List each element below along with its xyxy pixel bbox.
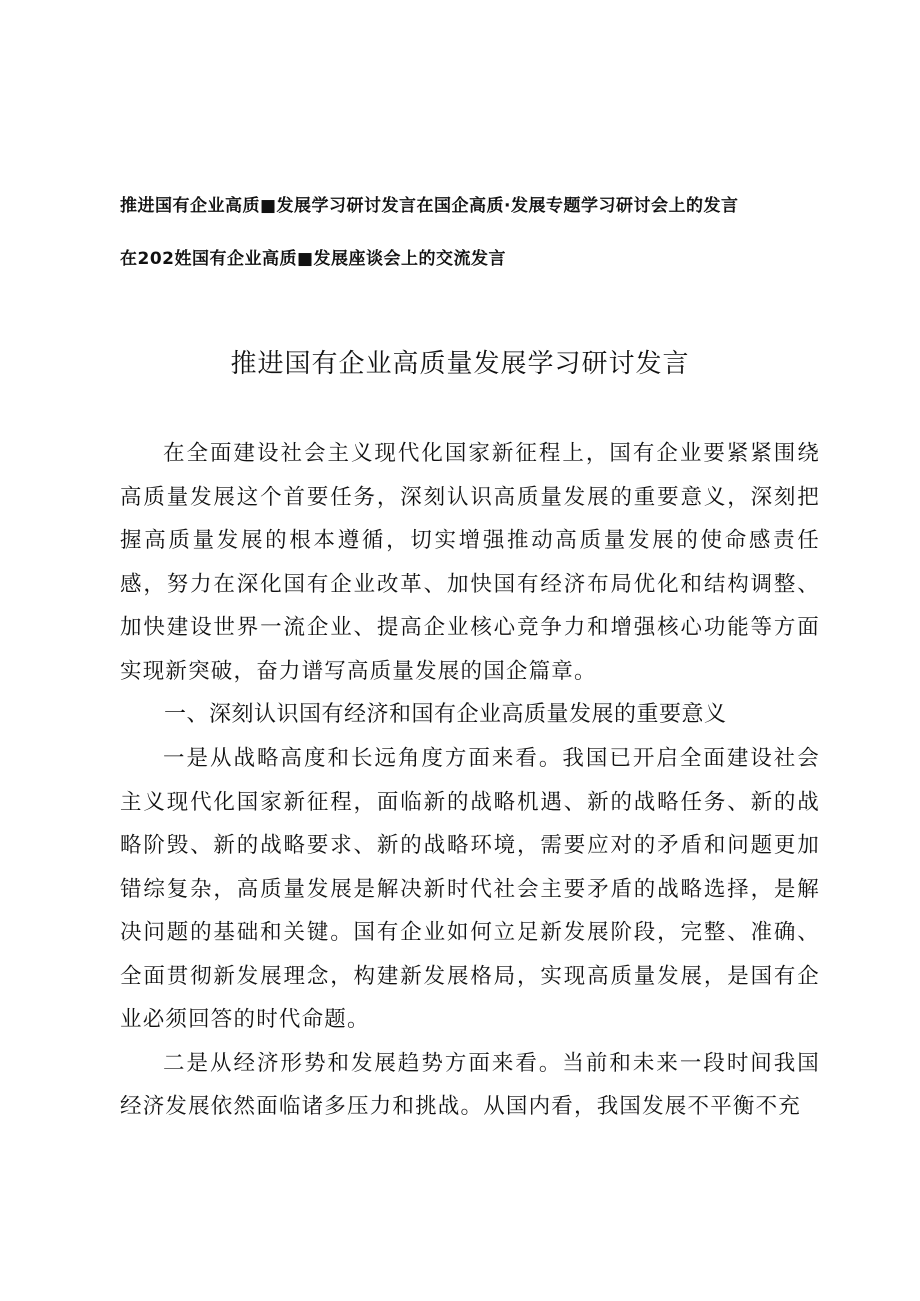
document-body xyxy=(120,432,820,1129)
document-title: 推进国有企业高质量发展学习研讨发言 xyxy=(230,349,690,379)
section-heading-1: 一、深刻认识国有经济和国有企业高质量发展的重要意义 xyxy=(164,702,727,727)
body-paragraph-2: 二是从经济形势和发展趋势方面来看。当前和未来一段时间我国经济发展依然面临诸多压力和挑战。从国内看，我国发展不平衡不充 xyxy=(120,1050,820,1119)
intro-paragraph: 在全面建设社会主义现代化国家新征程上，国有企业要紧紧围绕高质量发展这个首要任务，深刻认识高质量发展的重要意义，深刻把握高质量发展的根本遵循，切实增强推动高质量发展的使命感责任感，努力在深化国有企业改革、加快国有经济布局优化和结构调整、加快建设世界一流企业、提高企业核心竞争力和增强核心功能等方面实现新突破，奋力谱写高质量发展的国企篇章。 xyxy=(120,441,820,684)
toc-entry-2: 在202姓国有企业高质■发展座谈会上的交流发言 xyxy=(120,249,507,269)
body-paragraph-1: 一是从战略高度和长远角度方面来看。我国已开启全面建设社会主义现代化国家新征程，面临新的战略机遇、新的战略任务、新的战略阶毁、新的战略要求、新的战略环境，需要应对的矛盾和问题更加错综复杂，高质量发展是解决新时代社会主要矛盾的战略选择，是解决问题的基础和关键。国有企业如何立足新发展阶段，完整、准确、全面贯彻新发展理念，构建新发展格局，实现高质量发展，是国有企业必须回答的时代命题。 xyxy=(120,746,820,1032)
toc-entry-1: 推进国有企业高质■发展学习研讨发言在国企高质·发展专题学习研讨会上的发言 xyxy=(120,196,739,216)
